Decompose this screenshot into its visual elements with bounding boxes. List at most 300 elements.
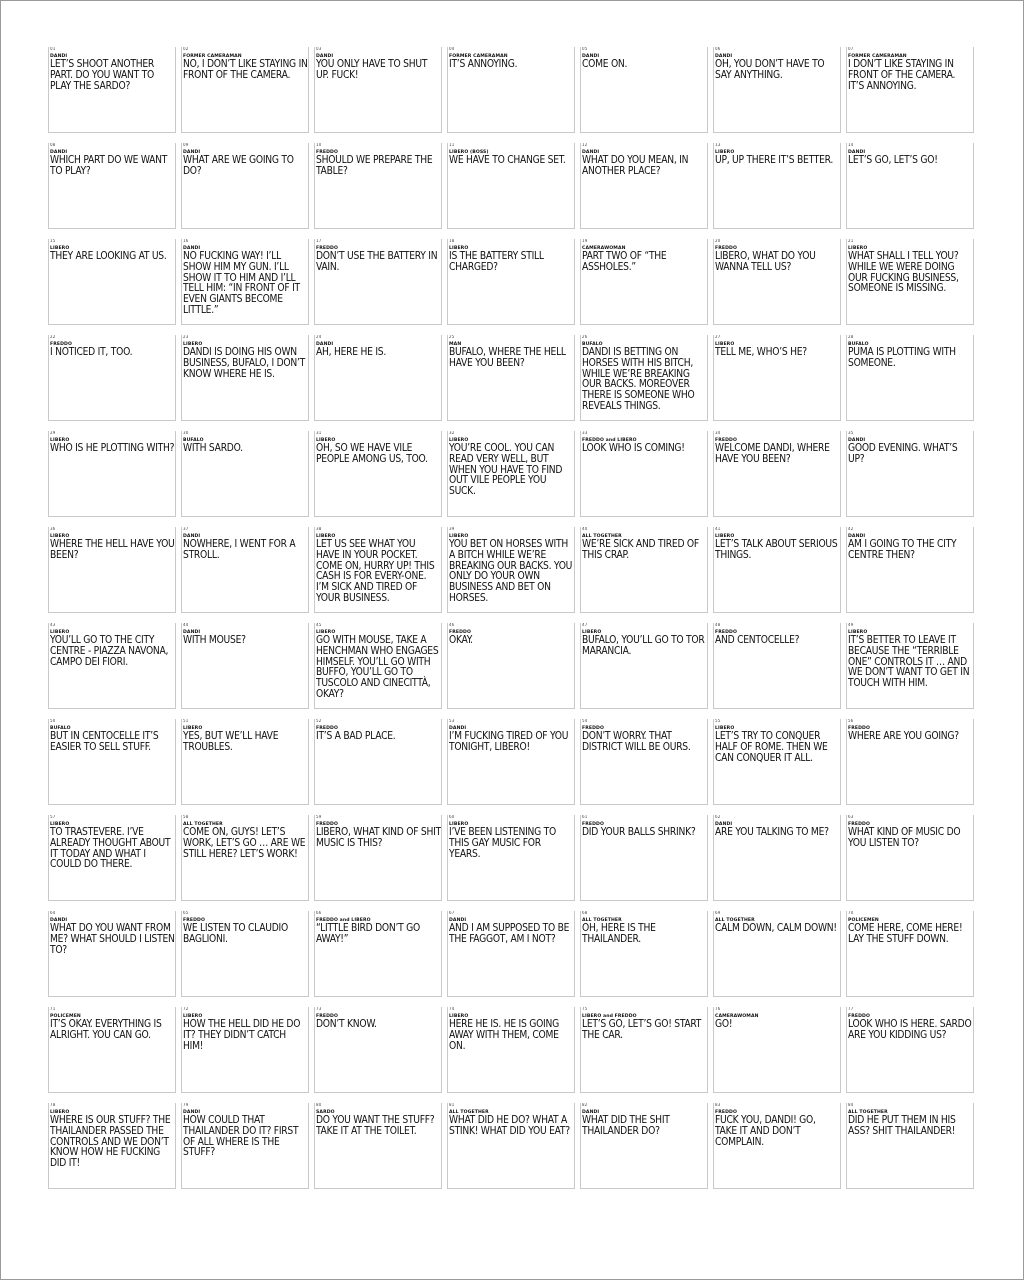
cell-number: 04 bbox=[449, 47, 455, 51]
cell-speaker: FREDDO bbox=[316, 726, 338, 731]
cell-number: 14 bbox=[848, 143, 854, 147]
subtitle-cell bbox=[846, 431, 974, 517]
cell-number: 51 bbox=[183, 719, 189, 723]
cell-speaker: BUFALO bbox=[50, 726, 71, 731]
cell-number: 22 bbox=[50, 335, 56, 339]
cell-number: 13 bbox=[715, 143, 721, 147]
cell-speaker: LIBERO bbox=[316, 630, 336, 635]
cell-speaker: LIBERO bbox=[848, 246, 868, 251]
cell-speaker: CAMERAWOMAN bbox=[582, 246, 626, 251]
cell-number: 03 bbox=[316, 47, 322, 51]
cell-number: 28 bbox=[848, 335, 854, 339]
subtitle-cell bbox=[580, 239, 708, 325]
subtitle-cell bbox=[846, 527, 974, 613]
cell-dialogue: YOU’LL GO TO THE CITY CENTRE - PIAZZA NAVONA, CAMPO DEI FIORI. bbox=[50, 635, 169, 668]
subtitle-cell bbox=[447, 527, 575, 613]
cell-speaker: DANDI bbox=[183, 1110, 201, 1115]
cell-speaker: POLICEMEN bbox=[848, 918, 879, 923]
subtitle-cell bbox=[846, 623, 974, 709]
cell-speaker: FORMER CAMERAMAN bbox=[449, 54, 508, 59]
cell-dialogue: BUFALO, WHERE THE HELL HAVE YOU BEEN? bbox=[449, 347, 566, 369]
cell-number: 12 bbox=[582, 143, 588, 147]
cell-number: 39 bbox=[449, 527, 455, 531]
cell-dialogue: AM I GOING TO THE CITY CENTRE THEN? bbox=[848, 539, 957, 561]
cell-dialogue: TELL ME, WHO’S HE? bbox=[715, 347, 807, 358]
cell-dialogue: SHOULD WE PREPARE THE TABLE? bbox=[316, 155, 433, 177]
cell-dialogue: WHAT DO YOU WANT FROM ME? WHAT SHOULD I LISTEN TO? bbox=[50, 923, 175, 956]
cell-dialogue: DID HE PUT THEM IN HIS ASS? SHIT THAILANDER! bbox=[848, 1115, 956, 1137]
cell-dialogue: IT’S BETTER TO LEAVE IT BECAUSE THE “TERRIBLE ONE” CONTROLS IT … AND WE DON’T WANT TO GET IN TOUCH WITH HIM. bbox=[848, 635, 970, 690]
subtitle-cell bbox=[181, 47, 309, 133]
cell-speaker: BUFALO bbox=[582, 342, 603, 347]
cell-dialogue: GOOD EVENING. WHAT’S UP? bbox=[848, 443, 958, 465]
subtitle-cell bbox=[314, 1103, 442, 1189]
cell-speaker: ALL TOGETHER bbox=[183, 822, 223, 827]
cell-dialogue: WHICH PART DO WE WANT TO PLAY? bbox=[50, 155, 168, 177]
cell-dialogue: YOU ONLY HAVE TO SHUT UP. FUCK! bbox=[316, 59, 428, 81]
cell-dialogue: OH, YOU DON’T HAVE TO SAY ANYTHING. bbox=[715, 59, 825, 81]
cell-speaker: DANDI bbox=[50, 918, 68, 923]
cell-number: 47 bbox=[582, 623, 588, 627]
cell-dialogue: BUFALO, YOU’LL GO TO TOR MARANCIA. bbox=[582, 635, 705, 657]
cell-number: 80 bbox=[316, 1103, 322, 1107]
subtitle-cell bbox=[447, 239, 575, 325]
cell-dialogue: WHAT DID THE SHIT THAILANDER DO? bbox=[582, 1115, 670, 1137]
subtitle-cell bbox=[846, 719, 974, 805]
subtitle-cell bbox=[713, 239, 841, 325]
cell-number: 76 bbox=[715, 1007, 721, 1011]
cell-speaker: DANDI bbox=[50, 54, 68, 59]
subtitle-cell bbox=[580, 1103, 708, 1189]
subtitle-cell bbox=[846, 47, 974, 133]
subtitle-cell bbox=[314, 335, 442, 421]
subtitle-cell bbox=[580, 1007, 708, 1093]
subtitle-cell bbox=[314, 527, 442, 613]
cell-speaker: BUFALO bbox=[848, 342, 869, 347]
cell-dialogue: OKAY. bbox=[449, 635, 473, 646]
subtitle-cell bbox=[181, 815, 309, 901]
cell-dialogue: DID YOUR BALLS SHRINK? bbox=[582, 827, 696, 838]
cell-number: 49 bbox=[848, 623, 854, 627]
subtitle-cell bbox=[181, 719, 309, 805]
cell-dialogue: IS THE BATTERY STILL CHARGED? bbox=[449, 251, 544, 273]
subtitle-cell bbox=[713, 911, 841, 997]
cell-speaker: DANDI bbox=[582, 150, 600, 155]
cell-dialogue: WITH MOUSE? bbox=[183, 635, 246, 646]
cell-speaker: LIBERO bbox=[715, 342, 735, 347]
cell-dialogue: HERE HE IS. HE IS GOING AWAY WITH THEM, COME ON. bbox=[449, 1019, 559, 1052]
cell-dialogue: AH, HERE HE IS. bbox=[316, 347, 387, 358]
subtitle-cell bbox=[314, 1007, 442, 1093]
cell-number: 55 bbox=[715, 719, 721, 723]
cell-dialogue: YOU BET ON HORSES WITH A BITCH WHILE WE’RE BREAKING OUR BACKS. YOU ONLY DO YOUR OWN BUSINESS AND BET ON HORSES. bbox=[449, 539, 573, 604]
cell-number: 16 bbox=[183, 239, 189, 243]
cell-dialogue: LIBERO, WHAT KIND OF SHIT MUSIC IS THIS? bbox=[316, 827, 441, 849]
subtitle-cell bbox=[48, 143, 176, 229]
cell-dialogue: I NOTICED IT, TOO. bbox=[50, 347, 133, 358]
cell-dialogue: DO YOU WANT THE STUFF? TAKE IT AT THE TOILET. bbox=[316, 1115, 435, 1137]
cell-number: 61 bbox=[582, 815, 588, 819]
cell-dialogue: LIBERO, WHAT DO YOU WANNA TELL US? bbox=[715, 251, 816, 273]
subtitle-cell bbox=[314, 239, 442, 325]
cell-speaker: FREDDO bbox=[715, 438, 737, 443]
cell-speaker: LIBERO bbox=[50, 822, 70, 827]
cell-speaker: LIBERO bbox=[848, 630, 868, 635]
cell-dialogue: I’VE BEEN LISTENING TO THIS GAY MUSIC FOR YEARS. bbox=[449, 827, 556, 860]
cell-speaker: DANDI bbox=[316, 54, 334, 59]
cell-dialogue: NOWHERE, I WENT FOR A STROLL. bbox=[183, 539, 296, 561]
subtitle-cell bbox=[580, 47, 708, 133]
cell-number: 35 bbox=[848, 431, 854, 435]
subtitle-cell bbox=[580, 719, 708, 805]
cell-number: 75 bbox=[582, 1007, 588, 1011]
cell-speaker: LIBERO bbox=[50, 534, 70, 539]
subtitle-cell bbox=[181, 335, 309, 421]
subtitle-grid bbox=[48, 47, 974, 1199]
cell-dialogue: NO FUCKING WAY! I’LL SHOW HIM MY GUN. I’LL SHOW IT TO HIM AND I’LL TELL HIM: “IN FRONT OF IT EVEN GIANTS BECOME LITTLE.” bbox=[183, 251, 300, 316]
cell-speaker: FREDDO bbox=[50, 342, 72, 347]
subtitle-cell bbox=[580, 431, 708, 517]
subtitle-cell bbox=[181, 1103, 309, 1189]
cell-speaker: DANDI bbox=[715, 54, 733, 59]
cell-dialogue: COME HERE, COME HERE! LAY THE STUFF DOWN. bbox=[848, 923, 963, 945]
cell-number: 44 bbox=[183, 623, 189, 627]
cell-number: 08 bbox=[50, 143, 56, 147]
cell-number: 84 bbox=[848, 1103, 854, 1107]
cell-dialogue: LET’S TRY TO CONQUER HALF OF ROME. THEN WE CAN CONQUER IT ALL. bbox=[715, 731, 828, 764]
subtitle-cell bbox=[181, 239, 309, 325]
subtitle-cell bbox=[447, 815, 575, 901]
cell-number: 10 bbox=[316, 143, 322, 147]
cell-speaker: FREDDO bbox=[715, 630, 737, 635]
subtitle-cell bbox=[447, 143, 575, 229]
cell-dialogue: WHERE ARE YOU GOING? bbox=[848, 731, 959, 742]
cell-number: 38 bbox=[316, 527, 322, 531]
cell-speaker: LIBERO and FREDDO bbox=[582, 1014, 637, 1019]
cell-speaker: FREDDO and LIBERO bbox=[316, 918, 371, 923]
cell-dialogue: AND I AM SUPPOSED TO BE THE FAGGOT, AM I NOT? bbox=[449, 923, 570, 945]
subtitle-cell bbox=[181, 911, 309, 997]
cell-speaker: DANDI bbox=[848, 534, 866, 539]
cell-dialogue: WE HAVE TO CHANGE SET. bbox=[449, 155, 566, 166]
subtitle-cell bbox=[181, 527, 309, 613]
cell-speaker: LIBERO bbox=[183, 1014, 203, 1019]
subtitle-cell bbox=[447, 1103, 575, 1189]
cell-dialogue: WE’RE SICK AND TIRED OF THIS CRAP. bbox=[582, 539, 699, 561]
cell-dialogue: IT’S OKAY. EVERYTHING IS ALRIGHT. YOU CAN GO. bbox=[50, 1019, 162, 1041]
subtitle-cell bbox=[846, 1103, 974, 1189]
cell-speaker: FORMER CAMERAMAN bbox=[848, 54, 907, 59]
cell-speaker: LIBERO bbox=[715, 534, 735, 539]
cell-speaker: DANDI bbox=[183, 534, 201, 539]
cell-dialogue: GO! bbox=[715, 1019, 733, 1030]
cell-number: 46 bbox=[449, 623, 455, 627]
cell-number: 23 bbox=[183, 335, 189, 339]
cell-dialogue: LET’S SHOOT ANOTHER PART. DO YOU WANT TO PLAY THE SARDO? bbox=[50, 59, 155, 92]
cell-speaker: LIBERO bbox=[50, 246, 70, 251]
cell-speaker: FREDDO bbox=[582, 726, 604, 731]
cell-number: 21 bbox=[848, 239, 854, 243]
cell-number: 58 bbox=[183, 815, 189, 819]
cell-dialogue: ARE YOU TALKING TO ME? bbox=[715, 827, 829, 838]
cell-dialogue: DANDI IS DOING HIS OWN BUSINESS, BUFALO, I DON’T KNOW WHERE HE IS. bbox=[183, 347, 305, 380]
cell-speaker: SARDO bbox=[316, 1110, 335, 1115]
cell-dialogue: AND CENTOCELLE? bbox=[715, 635, 800, 646]
cell-speaker: FREDDO bbox=[715, 246, 737, 251]
cell-speaker: DANDI bbox=[316, 342, 334, 347]
cell-number: 60 bbox=[449, 815, 455, 819]
subtitle-cell bbox=[846, 911, 974, 997]
cell-dialogue: WELCOME DANDI, WHERE HAVE YOU BEEN? bbox=[715, 443, 830, 465]
subtitle-cell bbox=[846, 1007, 974, 1093]
cell-dialogue: FUCK YOU, DANDI! GO, TAKE IT AND DON’T COMPLAIN. bbox=[715, 1115, 816, 1148]
subtitle-cell bbox=[48, 335, 176, 421]
cell-dialogue: WHO IS HE PLOTTING WITH? bbox=[50, 443, 175, 454]
cell-number: 34 bbox=[715, 431, 721, 435]
cell-dialogue: WHAT DO YOU MEAN, IN ANOTHER PLACE? bbox=[582, 155, 689, 177]
cell-speaker: MAN bbox=[449, 342, 462, 347]
cell-number: 56 bbox=[848, 719, 854, 723]
subtitle-cell bbox=[846, 815, 974, 901]
cell-number: 81 bbox=[449, 1103, 455, 1107]
cell-dialogue: OH, HERE IS THE THAILANDER. bbox=[582, 923, 656, 945]
cell-number: 05 bbox=[582, 47, 588, 51]
cell-speaker: LIBERO bbox=[715, 726, 735, 731]
subtitle-cell bbox=[846, 335, 974, 421]
cell-dialogue: CALM DOWN, CALM DOWN! bbox=[715, 923, 837, 934]
cell-number: 54 bbox=[582, 719, 588, 723]
subtitle-cell bbox=[48, 239, 176, 325]
cell-speaker: ALL TOGETHER bbox=[582, 918, 622, 923]
cell-number: 01 bbox=[50, 47, 56, 51]
cell-number: 50 bbox=[50, 719, 56, 723]
cell-number: 73 bbox=[316, 1007, 322, 1011]
subtitle-cell bbox=[447, 911, 575, 997]
subtitle-cell bbox=[580, 815, 708, 901]
subtitle-cell bbox=[314, 911, 442, 997]
cell-dialogue: WHAT SHALL I TELL YOU? WHILE WE WERE DOING OUR FUCKING BUSINESS, SOMEONE IS MISSING. bbox=[848, 251, 959, 295]
subtitle-cell bbox=[48, 623, 176, 709]
cell-dialogue: WHAT KIND OF MUSIC DO YOU LISTEN TO? bbox=[848, 827, 961, 849]
cell-speaker: LIBERO bbox=[316, 534, 336, 539]
cell-speaker: LIBERO bbox=[715, 150, 735, 155]
subtitle-cell bbox=[181, 431, 309, 517]
cell-number: 30 bbox=[183, 431, 189, 435]
subtitle-cell bbox=[181, 1007, 309, 1093]
cell-number: 15 bbox=[50, 239, 56, 243]
cell-number: 17 bbox=[316, 239, 322, 243]
cell-speaker: FREDDO bbox=[848, 822, 870, 827]
cell-dialogue: OH, SO WE HAVE VILE PEOPLE AMONG US, TOO. bbox=[316, 443, 428, 465]
cell-speaker: LIBERO bbox=[582, 630, 602, 635]
cell-dialogue: WHERE IS OUR STUFF? THE THAILANDER PASSED THE CONTROLS AND WE DON’T KNOW HOW HE FUCKING DID IT! bbox=[50, 1115, 171, 1170]
cell-number: 32 bbox=[449, 431, 455, 435]
subtitle-cell bbox=[447, 47, 575, 133]
cell-speaker: FREDDO bbox=[848, 1014, 870, 1019]
subtitle-cell bbox=[314, 815, 442, 901]
cell-speaker: LIBERO bbox=[50, 438, 70, 443]
cell-speaker: FREDDO bbox=[183, 918, 205, 923]
subtitle-cell bbox=[314, 143, 442, 229]
cell-speaker: LIBERO bbox=[316, 438, 336, 443]
subtitle-cell bbox=[314, 431, 442, 517]
cell-speaker: DANDI bbox=[582, 54, 600, 59]
cell-speaker: LIBERO bbox=[50, 630, 70, 635]
cell-number: 26 bbox=[582, 335, 588, 339]
cell-dialogue: PUMA IS PLOTTING WITH SOMEONE. bbox=[848, 347, 956, 369]
subtitle-cell bbox=[447, 719, 575, 805]
cell-dialogue: LET US SEE WHAT YOU HAVE IN YOUR POCKET. COME ON, HURRY UP! THIS CASH IS FOR EVERY-ONE. I’M SICK AND TIRED OF YOUR BUSINESS. bbox=[316, 539, 435, 604]
cell-speaker: LIBERO bbox=[50, 1110, 70, 1115]
subtitle-cell bbox=[314, 623, 442, 709]
cell-dialogue: DON’T WORRY. THAT DISTRICT WILL BE OURS. bbox=[582, 731, 691, 753]
cell-dialogue: TO TRASTEVERE. I’VE ALREADY THOUGHT ABOUT IT TODAY AND WHAT I COULD DO THERE. bbox=[50, 827, 171, 871]
cell-number: 33 bbox=[582, 431, 588, 435]
cell-number: 31 bbox=[316, 431, 322, 435]
cell-speaker: FREDDO bbox=[316, 1014, 338, 1019]
cell-dialogue: NO, I DON’T LIKE STAYING IN FRONT OF THE CAMERA. bbox=[183, 59, 308, 81]
cell-speaker: LIBERO (BOSS) bbox=[449, 150, 489, 155]
cell-dialogue: GO WITH MOUSE, TAKE A HENCHMAN WHO ENGAGES HIMSELF. YOU’LL GO WITH BUFFO, YOU’LL GO TO TUSCOLO AND CINECITTÀ, OKAY? bbox=[316, 635, 439, 700]
cell-speaker: FREDDO bbox=[316, 822, 338, 827]
subtitle-cell bbox=[713, 527, 841, 613]
subtitle-cell bbox=[580, 143, 708, 229]
cell-speaker: LIBERO bbox=[449, 822, 469, 827]
cell-dialogue: IT’S A BAD PLACE. bbox=[316, 731, 396, 742]
cell-speaker: ALL TOGETHER bbox=[449, 1110, 489, 1115]
subtitle-cell bbox=[48, 1007, 176, 1093]
cell-number: 27 bbox=[715, 335, 721, 339]
cell-dialogue: LET’S GO, LET’S GO! START THE CAR. bbox=[582, 1019, 702, 1041]
cell-number: 19 bbox=[582, 239, 588, 243]
cell-dialogue: I DON’T LIKE STAYING IN FRONT OF THE CAMERA. IT’S ANNOYING. bbox=[848, 59, 956, 92]
subtitle-cell bbox=[846, 239, 974, 325]
cell-dialogue: DON’T KNOW. bbox=[316, 1019, 377, 1030]
cell-speaker: DANDI bbox=[848, 438, 866, 443]
cell-dialogue: HOW COULD THAT THAILANDER DO IT? FIRST OF ALL WHERE IS THE STUFF? bbox=[183, 1115, 299, 1159]
cell-number: 02 bbox=[183, 47, 189, 51]
cell-number: 70 bbox=[848, 911, 854, 915]
subtitle-cell bbox=[846, 143, 974, 229]
cell-number: 43 bbox=[50, 623, 56, 627]
subtitle-cell bbox=[580, 623, 708, 709]
subtitle-cell bbox=[48, 719, 176, 805]
cell-number: 66 bbox=[316, 911, 322, 915]
subtitle-cell bbox=[447, 623, 575, 709]
cell-speaker: DANDI bbox=[449, 726, 467, 731]
cell-number: 57 bbox=[50, 815, 56, 819]
cell-speaker: FREDDO bbox=[848, 726, 870, 731]
subtitle-cell bbox=[580, 335, 708, 421]
cell-number: 77 bbox=[848, 1007, 854, 1011]
cell-speaker: POLICEMEN bbox=[50, 1014, 81, 1019]
cell-speaker: ALL TOGETHER bbox=[582, 534, 622, 539]
cell-number: 42 bbox=[848, 527, 854, 531]
cell-dialogue: LOOK WHO IS HERE. SARDO ARE YOU KIDDING US? bbox=[848, 1019, 972, 1041]
cell-speaker: LIBERO bbox=[449, 438, 469, 443]
cell-number: 09 bbox=[183, 143, 189, 147]
cell-speaker: FREDDO bbox=[715, 1110, 737, 1115]
cell-dialogue: LOOK WHO IS COMING! bbox=[582, 443, 685, 454]
cell-speaker: DANDI bbox=[848, 150, 866, 155]
cell-speaker: DANDI bbox=[183, 150, 201, 155]
cell-number: 68 bbox=[582, 911, 588, 915]
subtitle-cell bbox=[314, 47, 442, 133]
cell-number: 65 bbox=[183, 911, 189, 915]
cell-number: 71 bbox=[50, 1007, 56, 1011]
cell-dialogue: IT’S ANNOYING. bbox=[449, 59, 518, 70]
cell-dialogue: LET’S GO, LET’S GO! bbox=[848, 155, 938, 166]
cell-number: 11 bbox=[449, 143, 455, 147]
cell-speaker: FREDDO and LIBERO bbox=[582, 438, 637, 443]
subtitle-cell bbox=[713, 143, 841, 229]
cell-number: 29 bbox=[50, 431, 56, 435]
subtitle-cell bbox=[713, 431, 841, 517]
subtitle-cell bbox=[713, 335, 841, 421]
cell-dialogue: WHERE THE HELL HAVE YOU BEEN? bbox=[50, 539, 175, 561]
cell-number: 45 bbox=[316, 623, 322, 627]
cell-number: 07 bbox=[848, 47, 854, 51]
subtitle-cell bbox=[181, 143, 309, 229]
subtitle-cell bbox=[314, 719, 442, 805]
cell-speaker: LIBERO bbox=[449, 246, 469, 251]
cell-dialogue: “LITTLE BIRD DON’T GO AWAY!” bbox=[316, 923, 420, 945]
cell-number: 72 bbox=[183, 1007, 189, 1011]
cell-dialogue: COME ON, GUYS! LET’S WORK, LET’S GO … ARE WE STILL HERE? LET’S WORK! bbox=[183, 827, 306, 860]
subtitle-cell bbox=[713, 47, 841, 133]
cell-speaker: DANDI bbox=[183, 246, 201, 251]
subtitle-cell bbox=[48, 527, 176, 613]
cell-dialogue: YES, BUT WE’LL HAVE TROUBLES. bbox=[183, 731, 279, 753]
cell-number: 82 bbox=[582, 1103, 588, 1107]
cell-number: 41 bbox=[715, 527, 721, 531]
cell-number: 69 bbox=[715, 911, 721, 915]
cell-dialogue: PART TWO OF “THE ASSHOLES.” bbox=[582, 251, 667, 273]
cell-dialogue: WHAT DID HE DO? WHAT A STINK! WHAT DID YOU EAT? bbox=[449, 1115, 570, 1137]
subtitle-cell bbox=[181, 623, 309, 709]
subtitle-cell bbox=[447, 431, 575, 517]
cell-speaker: ALL TOGETHER bbox=[715, 918, 755, 923]
cell-number: 48 bbox=[715, 623, 721, 627]
cell-dialogue: WHAT ARE WE GOING TO DO? bbox=[183, 155, 294, 177]
subtitle-cell bbox=[48, 1103, 176, 1189]
cell-speaker: DANDI bbox=[449, 918, 467, 923]
subtitle-cell bbox=[48, 47, 176, 133]
cell-number: 52 bbox=[316, 719, 322, 723]
cell-dialogue: THEY ARE LOOKING AT US. bbox=[50, 251, 167, 262]
subtitle-cell bbox=[580, 911, 708, 997]
cell-number: 64 bbox=[50, 911, 56, 915]
cell-number: 67 bbox=[449, 911, 455, 915]
cell-dialogue: WITH SARDO. bbox=[183, 443, 243, 454]
cell-dialogue: YOU’RE COOL. YOU CAN READ VERY WELL, BUT WHEN YOU HAVE TO FIND OUT VILE PEOPLE YOU SUCK. bbox=[449, 443, 563, 498]
subtitle-cell bbox=[580, 527, 708, 613]
cell-number: 74 bbox=[449, 1007, 455, 1011]
cell-number: 40 bbox=[582, 527, 588, 531]
subtitle-cell bbox=[48, 815, 176, 901]
cell-number: 25 bbox=[449, 335, 455, 339]
cell-number: 37 bbox=[183, 527, 189, 531]
cell-speaker: LIBERO bbox=[449, 534, 469, 539]
cell-dialogue: HOW THE HELL DID HE DO IT? THEY DIDN’T CATCH HIM! bbox=[183, 1019, 301, 1052]
cell-speaker: DANDI bbox=[582, 1110, 600, 1115]
subtitle-cell bbox=[447, 335, 575, 421]
cell-speaker: DANDI bbox=[183, 630, 201, 635]
cell-number: 36 bbox=[50, 527, 56, 531]
cell-number: 78 bbox=[50, 1103, 56, 1107]
cell-speaker: LIBERO bbox=[449, 1014, 469, 1019]
cell-number: 83 bbox=[715, 1103, 721, 1107]
